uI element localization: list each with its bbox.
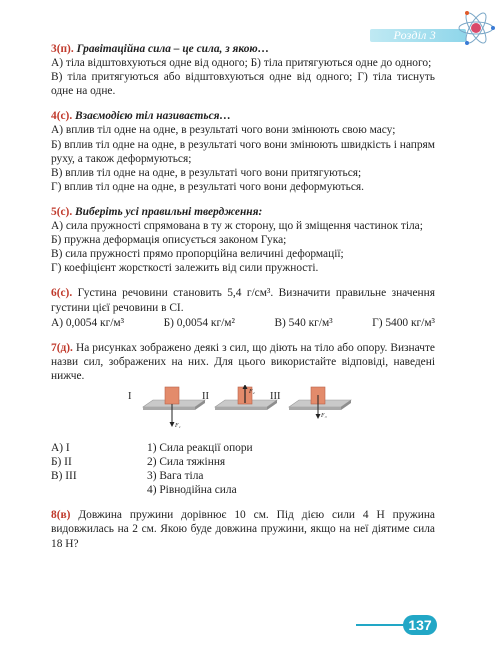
question-5 xyxy=(51,205,435,275)
section-label: Розділ 3 xyxy=(393,28,436,42)
page-number-line xyxy=(356,624,406,626)
worksheet xyxy=(51,42,435,562)
match-left-item: Б) ІІ xyxy=(51,456,72,469)
question-number: 8(в) xyxy=(51,509,71,522)
answer-line: В) вплив тіл одне на одне, в результаті чого вони притягуються; xyxy=(51,166,362,179)
answer-line: Г) коефіцієнт жорсткості залежить від сили пружності. xyxy=(51,262,319,275)
answer-line: А) сила пружності спрямована в ту ж сторону, що й зміщення частинок тіла; xyxy=(51,220,423,233)
question-3 xyxy=(51,42,435,98)
figure-label: II xyxy=(202,390,209,402)
question-title: Взаємодією тіл називається… xyxy=(75,110,231,123)
answer-line: Б) вплив тіл одне на одне, в результаті чого вони змінюють швидкість і напрям руху, а також деформуються; xyxy=(51,138,435,165)
vector-label: F₁ xyxy=(175,422,181,429)
answer-option: Г) 5400 кг/м³ xyxy=(372,316,435,329)
answer-line: Б) пружна деформація описується законом Гука; xyxy=(51,234,287,247)
question-title: Гравітаційна сила – це сила, з якою… xyxy=(76,43,270,55)
question-7 xyxy=(51,341,435,498)
figure-label: III xyxy=(270,390,281,402)
atom-icon xyxy=(454,6,498,50)
question-text: Густина речовини становить 5,4 г/см³. Визначити правильне значення густини цієї речовини в СІ. xyxy=(51,287,435,314)
match-right-item: 4) Рівнодійна сила xyxy=(147,484,237,497)
answer-line: В) тіла притягуються або відштовхуються одне від одного; Г) тіла тиснуть одне на одне. xyxy=(51,71,435,98)
page-header xyxy=(0,0,504,40)
match-right-item: 1) Сила реакції опори xyxy=(147,441,253,454)
question-title: Виберіть усі правильні твердження: xyxy=(75,205,263,218)
question-number: 6(с). xyxy=(51,287,73,300)
answer-option: В) 540 кг/м³ xyxy=(274,316,333,329)
match-left-item: А) І xyxy=(51,441,70,454)
question-number: 7(д). xyxy=(51,341,73,354)
answer-line: А) вплив тіл одне на одне, в результаті чого вони змінюють свою масу; xyxy=(51,124,396,137)
answer-options xyxy=(51,316,435,330)
match-left-item: В) ІІІ xyxy=(51,470,77,483)
vector-label: F₂ xyxy=(249,388,255,395)
answer-line: А) тіла відштовхуються одне від одного; Б) тіла притягуються одне до одного; xyxy=(51,57,432,70)
question-number: 5(с). xyxy=(51,205,73,218)
question-text: На рисунках зображено деякі з сил, що діють на тіло або опору. Визначте назви сил, зображених на них. Для цього використайте відповіді, наведені нижче. xyxy=(51,341,435,382)
question-number: 3(п). xyxy=(51,43,74,55)
question-6 xyxy=(51,286,435,329)
figure-3-diagram xyxy=(285,385,355,435)
question-4 xyxy=(51,109,435,194)
answer-option: А) 0,0054 кг/м³ xyxy=(51,316,125,329)
force-figures xyxy=(51,385,435,435)
answer-line: Г) вплив тіл одне на одне, в результаті чого вони деформуються. xyxy=(51,180,364,193)
answer-line: В) сила пружності прямо пропорційна величині деформації; xyxy=(51,248,344,261)
answer-option: Б) 0,0054 кг/м² xyxy=(163,316,235,329)
question-text: Довжина пружини дорівнює 10 см. Під дією сили 4 Н пружина видовжилась на 2 см. Якою буде довжина пружини, якщо на неї діятиме сила 18 Н? xyxy=(51,509,435,550)
match-right-item: 3) Вага тіла xyxy=(147,470,204,483)
figure-1-diagram xyxy=(139,385,209,435)
question-8 xyxy=(51,508,435,550)
question-number: 4(с). xyxy=(51,110,73,123)
page-number: 137 xyxy=(403,615,437,635)
matching-table xyxy=(51,441,435,497)
figure-label: I xyxy=(128,390,132,402)
match-right-item: 2) Сила тяжіння xyxy=(147,456,226,469)
vector-label: F₃ xyxy=(321,412,327,419)
